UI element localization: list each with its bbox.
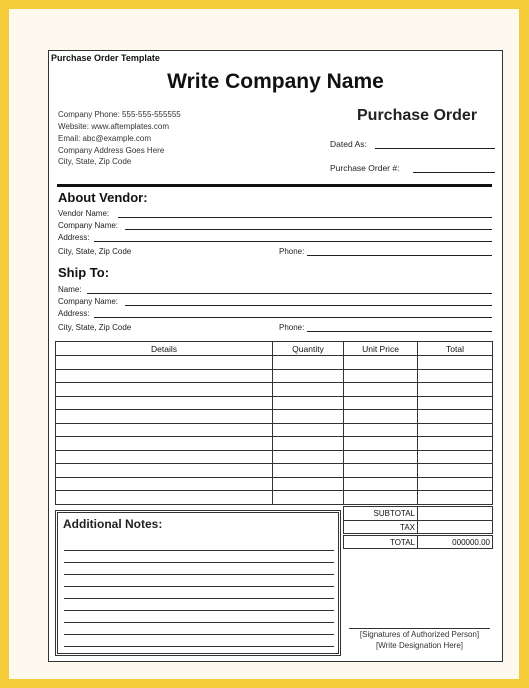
items-body [56, 356, 493, 505]
totals-table [343, 506, 493, 549]
table-cell[interactable] [56, 464, 273, 478]
table-cell[interactable] [273, 437, 344, 451]
table-cell[interactable] [418, 477, 493, 491]
table-cell[interactable] [344, 477, 418, 491]
template-title: Purchase Order Template [51, 53, 160, 63]
table-cell[interactable] [56, 423, 273, 437]
ship-company-label: Company Name: [58, 297, 119, 306]
table-row [56, 396, 493, 410]
table-row [56, 356, 493, 370]
table-cell[interactable] [56, 356, 273, 370]
company-name: Write Company Name [167, 70, 384, 93]
tax-value[interactable] [418, 521, 493, 535]
table-cell[interactable] [418, 464, 493, 478]
table-cell[interactable] [418, 396, 493, 410]
vendor-phone-field[interactable] [307, 255, 492, 256]
table-cell[interactable] [56, 410, 273, 424]
purchase-order-sheet [48, 50, 503, 662]
vendor-company-label: Company Name: [58, 221, 119, 230]
table-cell[interactable] [273, 464, 344, 478]
note-line [64, 574, 334, 575]
table-cell[interactable] [56, 437, 273, 451]
table-cell[interactable] [344, 450, 418, 464]
ship-address-field[interactable] [94, 317, 492, 318]
page-background [9, 9, 519, 679]
ship-phone-label: Phone: [279, 323, 305, 332]
table-cell[interactable] [56, 383, 273, 397]
vendor-address-label: Address: [58, 233, 90, 242]
ship-name-label: Name: [58, 285, 82, 294]
table-cell[interactable] [344, 396, 418, 410]
table-cell[interactable] [273, 410, 344, 424]
col-unit-price: Unit Price [344, 342, 418, 356]
table-cell[interactable] [344, 410, 418, 424]
vendor-city-label: City, State, Zip Code [58, 247, 132, 256]
vendor-address-field[interactable] [94, 241, 492, 242]
table-row [56, 437, 493, 451]
items-table [55, 341, 493, 505]
po-number-field[interactable] [413, 172, 495, 173]
table-cell[interactable] [273, 396, 344, 410]
ship-phone-field[interactable] [307, 331, 492, 332]
table-cell[interactable] [418, 450, 493, 464]
designation-caption: [Write Designation Here] [376, 641, 463, 650]
po-number-label: Purchase Order #: [330, 163, 400, 173]
table-cell[interactable] [344, 491, 418, 505]
table-row [56, 477, 493, 491]
company-phone: Company Phone: 555-555-555555 [58, 110, 181, 119]
additional-notes-box[interactable] [55, 510, 341, 656]
table-cell[interactable] [273, 450, 344, 464]
table-row [56, 410, 493, 424]
table-cell[interactable] [344, 464, 418, 478]
company-city: City, State, Zip Code [58, 157, 132, 166]
table-cell[interactable] [344, 383, 418, 397]
table-cell[interactable] [273, 491, 344, 505]
table-cell[interactable] [273, 383, 344, 397]
table-cell[interactable] [418, 369, 493, 383]
table-cell[interactable] [273, 423, 344, 437]
note-line [64, 634, 334, 635]
note-line [64, 550, 334, 551]
notes-heading: Additional Notes: [63, 517, 163, 531]
dated-as-field[interactable] [375, 148, 495, 149]
note-line [64, 622, 334, 623]
table-cell[interactable] [418, 356, 493, 370]
ship-company-field[interactable] [125, 305, 492, 306]
ship-city-label: City, State, Zip Code [58, 323, 132, 332]
table-row [56, 423, 493, 437]
col-total: Total [418, 342, 493, 356]
table-cell[interactable] [344, 423, 418, 437]
table-cell[interactable] [418, 383, 493, 397]
vendor-heading: About Vendor: [58, 190, 148, 205]
ship-name-field[interactable] [87, 293, 492, 294]
company-website: Website: www.aftemplates.com [58, 122, 170, 131]
table-header-row [56, 342, 493, 356]
table-cell[interactable] [56, 450, 273, 464]
signature-line[interactable] [349, 628, 490, 629]
tax-label: TAX [344, 521, 418, 535]
dated-as-label: Dated As: [330, 139, 367, 149]
table-cell[interactable] [344, 369, 418, 383]
ship-address-label: Address: [58, 309, 90, 318]
table-row [56, 491, 493, 505]
vendor-company-field[interactable] [125, 229, 492, 230]
subtotal-value[interactable] [418, 507, 493, 521]
table-row [56, 464, 493, 478]
col-details: Details [56, 342, 273, 356]
note-line [64, 610, 334, 611]
company-email: Email: abc@example.com [58, 134, 152, 143]
note-line [64, 646, 334, 647]
table-cell[interactable] [273, 369, 344, 383]
col-quantity: Quantity [273, 342, 344, 356]
table-cell[interactable] [418, 410, 493, 424]
vendor-phone-label: Phone: [279, 247, 305, 256]
table-row [56, 369, 493, 383]
signature-caption: [Signatures of Authorized Person] [359, 630, 480, 639]
table-cell[interactable] [344, 356, 418, 370]
vendor-name-field[interactable] [118, 217, 492, 218]
table-row [56, 383, 493, 397]
ship-to-heading: Ship To: [58, 265, 110, 280]
table-cell[interactable] [344, 437, 418, 451]
table-cell[interactable] [273, 477, 344, 491]
table-cell[interactable] [418, 491, 493, 505]
table-cell[interactable] [418, 423, 493, 437]
table-cell[interactable] [56, 477, 273, 491]
note-line [64, 586, 334, 587]
header-divider [57, 184, 492, 187]
purchase-order-title: Purchase Order [357, 107, 478, 124]
note-line [64, 598, 334, 599]
total-label: TOTAL [344, 535, 418, 549]
total-value[interactable]: 000000.00 [418, 535, 493, 549]
table-cell[interactable] [56, 369, 273, 383]
table-row [56, 450, 493, 464]
table-cell[interactable] [56, 491, 273, 505]
table-cell[interactable] [56, 396, 273, 410]
company-address: Company Address Goes Here [58, 146, 165, 155]
note-line [64, 562, 334, 563]
subtotal-label: SUBTOTAL [344, 507, 418, 521]
table-cell[interactable] [418, 437, 493, 451]
vendor-name-label: Vendor Name: [58, 209, 110, 218]
table-cell[interactable] [273, 356, 344, 370]
